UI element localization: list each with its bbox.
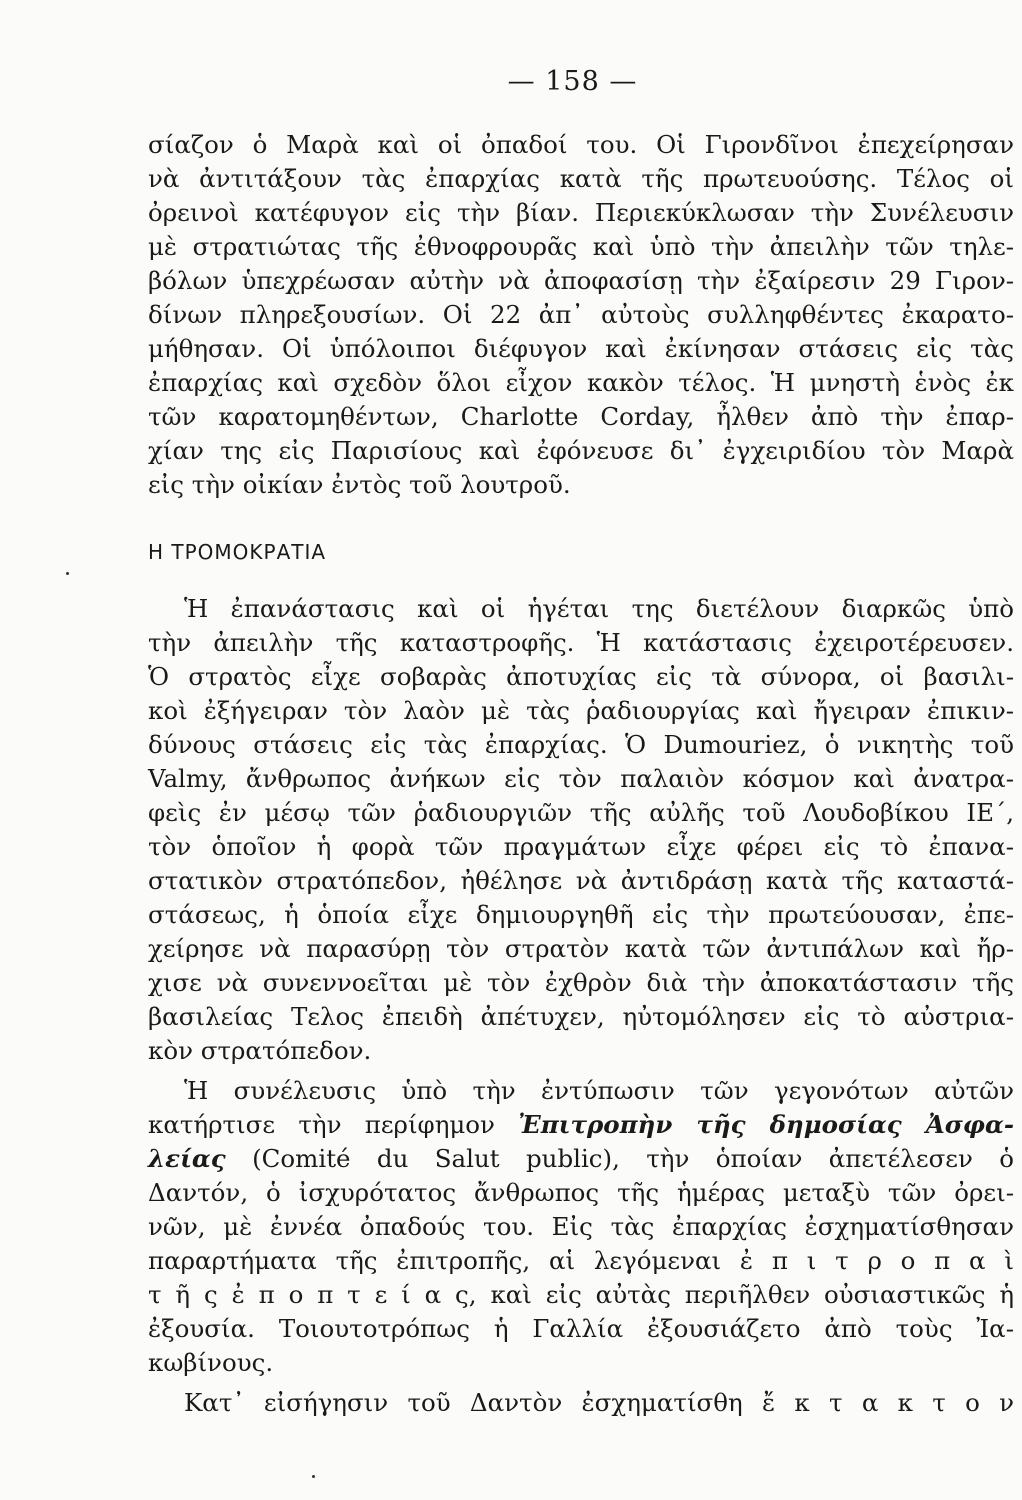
text-line: ἐξουσία. Τοιουτοτρόπως ἡ Γαλλία ἐξουσιάζετο ἀπὸ τοὺς Ἰα-	[148, 1314, 1014, 1343]
text-line: δύνους στάσεις εἰς τὰς ἐπαρχίας. Ὁ Dumouriez, ὁ νικητὴς τοῦ	[148, 730, 1014, 759]
page-number: — 158 —	[507, 66, 638, 97]
text-line: νὰ ἀντιτάξουν τὰς ἐπαρχίας κατὰ τῆς πρωτευούσης. Τέλος οἱ	[148, 164, 1014, 193]
text-line: σίαζον ὁ Μαρὰ καὶ οἱ ὀπαδοί του. Οἱ Γιρονδῖνοι ἐπεχείρησαν	[148, 130, 1014, 159]
text-line: Ὁ στρατὸς εἶχε σοβαρὰς ἀποτυχίας εἰς τὰ σύνορα, οἱ βασιλι-	[148, 662, 1014, 691]
text-line: χείρησε νὰ παρασύρῃ τὸν στρατὸν κατὰ τῶν ἀντιπάλων καὶ ἤρ-	[148, 934, 1014, 963]
text-line: ὀρεινοὶ κατέφυγον εἰς τὴν βίαν. Περιεκύκλωσαν τὴν Συνέλευσιν	[148, 198, 1014, 227]
text-line: νῶν, μὲ ἐννέα ὀπαδούς του. Εἰς τὰς ἐπαρχίας ἐσχηματίσθησαν	[148, 1212, 1014, 1241]
text-line: κοὶ ἐξήγειραν τὸν λαὸν μὲ τὰς ῥαδιουργίας καὶ ἤγειραν ἐπικιν-	[148, 696, 1014, 725]
text-line: Κατ᾽ εἰσήγησιν τοῦ Δαντὸν ἐσχηματίσθη ἔ κ τ α κ τ ο ν	[184, 1388, 1014, 1417]
text-line: κωβίνους.	[148, 1348, 274, 1377]
text-line: βόλων ὑπεχρέωσαν αὐτὴν νὰ ἀποφασίσῃ τὴν ἐξαίρεσιν 29 Γιρον-	[148, 266, 1014, 295]
text-line: ἐπαρχίας καὶ σχεδὸν ὅλοι εἶχον κακὸν τέλος. Ἡ μνηστὴ ἑνὸς ἐκ	[148, 368, 1014, 397]
print-speck	[66, 572, 69, 575]
text-line	[148, 1108, 1014, 1142]
print-speck	[312, 1475, 315, 1478]
text-run: (Comité du Salut public), τὴν ὁποίαν ἀπετέλεσεν ὁ	[225, 1144, 1014, 1173]
text-line: βασιλείας Τελος ἐπειδὴ ἀπέτυχεν, ηὐτομόλησεν εἰς τὸ αὐστρια-	[148, 1002, 1014, 1031]
text-line: χίαν της εἰς Παρισίους καὶ ἐφόνευσε δι᾽ ἐγχειριδίου τὸν Μαρὰ	[148, 436, 1014, 465]
text-line: παραρτήματα τῆς ἐπιτροπῆς, αἱ λεγόμεναι ἐ π ι τ ρ ο π α ὶ	[148, 1246, 1014, 1275]
text-line: στάσεως, ἡ ὁποία εἶχε δημιουργηθῆ εἰς τὴν πρωτεύουσαν, ἐπε-	[148, 900, 1014, 929]
text-line: Ἡ συνέλευσις ὑπὸ τὴν ἐντύπωσιν τῶν γεγονότων αὐτῶν	[184, 1076, 1014, 1105]
text-line: εἰς τὴν οἰκίαν ἐντὸς τοῦ λουτροῦ.	[148, 470, 571, 499]
text-line: τῶν καρατομηθέντων, Charlotte Corday, ἦλθεν ἀπὸ τὴν ἐπαρ-	[148, 402, 1014, 431]
text-line: χισε νὰ συνεννοεῖται μὲ τὸν ἐχθρὸν διὰ τὴν ἀποκατάστασιν τῆς	[148, 968, 1014, 997]
text-line: κὸν στρατόπεδον.	[148, 1036, 372, 1065]
text-line: φεὶς ἐν μέσῳ τῶν ῥαδιουργιῶν τῆς αὐλῆς τοῦ Λουδοβίκου ΙΕ΄,	[148, 798, 1014, 827]
text-line: Δαντόν, ὁ ἰσχυρότατος ἄνθρωπος τῆς ἡμέρας μεταξὺ τῶν ὀρει-	[148, 1178, 1014, 1207]
committee-name-emphasis: λείας	[148, 1144, 226, 1173]
text-line: μήθησαν. Οἱ ὑπόλοιποι διέφυγον καὶ ἐκίνησαν στάσεις εἰς τὰς	[148, 334, 1014, 363]
committee-name-emphasis: Ἐπιτροπὴν τῆς δημοσίας Ἀσφα-	[518, 1110, 1014, 1139]
text-run: κατήρτισε τὴν περίφημον	[148, 1110, 519, 1139]
text-line: Ἡ ἐπανάστασις καὶ οἱ ἡγέται της διετέλουν διαρκῶς ὑπὸ	[184, 594, 1014, 623]
text-line: Valmy, ἄνθρωπος ἀνήκων εἰς τὸν παλαιὸν κόσμον καὶ ἀνατρα-	[148, 764, 1014, 793]
text-line: στατικὸν στρατόπεδον, ἠθέλησε νὰ ἀντιδράσῃ κατὰ τῆς καταστά-	[148, 866, 1014, 895]
text-line: τ ῆ ς ἐ π ο π τ ε ί α ς, καὶ εἰς αὐτὰς περιῆλθεν οὐσιαστικῶς ἡ	[148, 1280, 1014, 1309]
text-line: τὴν ἀπειλὴν τῆς καταστροφῆς. Ἡ κατάστασις ἐχειροτέρευσεν.	[148, 628, 1014, 657]
section-heading: Η ΤΡΟΜΟΚΡΑΤΙΑ	[148, 540, 327, 564]
text-line: τὸν ὁποῖον ἡ φορὰ τῶν πραγμάτων εἶχε φέρει εἰς τὸ ἐπανα-	[148, 832, 1014, 861]
text-line: μὲ στρατιώτας τῆς ἐθνοφρουρᾶς καὶ ὑπὸ τὴν ἀπειλὴν τῶν τηλε-	[148, 232, 1014, 261]
text-line	[148, 1142, 1014, 1176]
text-line: δίνων πληρεξουσίων. Οἱ 22 ἀπ᾽ αὐτοὺς συλληφθέντες ἐκαρατο-	[148, 300, 1014, 329]
